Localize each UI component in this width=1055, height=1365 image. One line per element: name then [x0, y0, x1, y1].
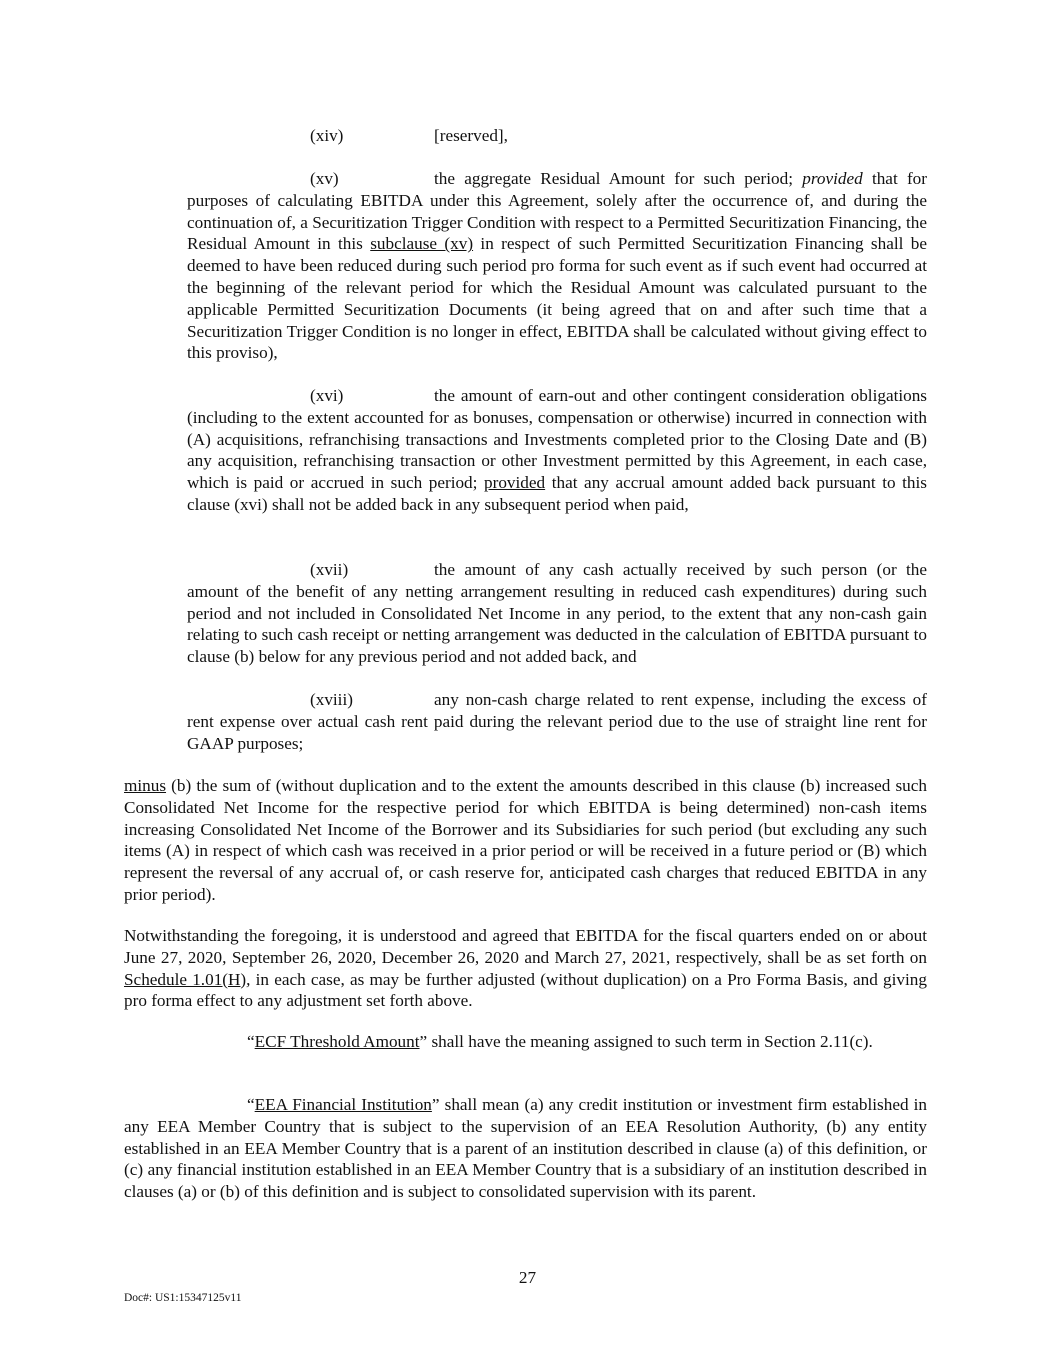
- close-quote: ”: [419, 1032, 428, 1051]
- clause-xvi: [187, 385, 927, 516]
- defined-term: EEA Financial Institution: [254, 1095, 432, 1114]
- open-quote: “: [247, 1032, 255, 1051]
- clause-text: the amount of any cash actually received by such person (or the amount of the benefit of any netting arrangement resulting in reduced cash expenditures) during such period and not included in Consolidated Net Income in any period, to the extent that any non-cash gain relating to such cash receipt or netting arrangement was deducted in the calculation of EBITDA pursuant to clause (b) below for any previous period and not added back, and: [187, 560, 927, 667]
- subclause-reference: subclause (xv): [370, 234, 474, 254]
- clause-text: any non-cash charge related to rent expense, including the excess of rent expense over actual cash rent paid during the relevant period due to the use of straight line rent for GAAP purposes;: [187, 690, 927, 753]
- definition-text: shall mean (a) any credit institution or investment firm established in any EEA Member Country that is subject to the supervision of an EEA Resolution Authority, (b) any entity established in an EEA Member Country that is a parent of an institution described in clause (a) of this definition, or (c) any financial institution established in an EEA Member Country that is a subsidiary of an institution described in clauses (a) or (b) of this definition and is subject to consolidated supervision with its parent.: [124, 1095, 927, 1202]
- clause-number: (xiv): [310, 126, 344, 145]
- clause-text: [reserved],: [434, 126, 508, 145]
- clause-text: in respect of such Permitted Securitization Financing shall be deemed to have been reduced during such period pro forma for such event as if such event had occurred at the beginning of the relevant period for which the Residual Amount was calculated pursuant to the applicable Permitted Securitization Documents (it being agreed that on and after such time that a Securitization Trigger Condition is no longer in effect, EBITDA shall be calculated without giving effect to this proviso),: [187, 234, 927, 363]
- notwithstanding-paragraph: [124, 925, 927, 1012]
- clause-xiv: [187, 125, 927, 147]
- definition-text: shall have the meaning assigned to such term in Section 2.11(c).: [427, 1032, 873, 1051]
- clause-text: the aggregate Residual Amount for such period;: [434, 169, 803, 188]
- paragraph-text: , in each case, as may be further adjusted (without duplication) on a Pro Forma Basis, and giving pro forma effect to any adjustment set forth above.: [124, 969, 927, 1011]
- clause-number: (xvii): [310, 560, 349, 579]
- clause-number: (xvi): [310, 386, 344, 405]
- schedule-reference: Schedule 1.01(H): [124, 969, 247, 989]
- paragraph-text: (b) the sum of (without duplication and to the extent the amounts described in this clause (b) increased such Consolidated Net Income for the respective period for which EBITDA is being determined) non-cash items increasing Consolidated Net Income of the Borrower and its Subsidiaries for such period (but excluding any such items (A) in respect of which cash was received in a prior period or will be received in a future period or (B) which represent the reversal of any accrual of, or cash reserve for, anticipated cash charges that reduced EBITDA in any prior period).: [124, 776, 927, 904]
- clause-xvii: [187, 559, 927, 668]
- clause-number: (xviii): [310, 690, 353, 709]
- clause-number: (xv): [310, 169, 339, 188]
- open-quote: “: [247, 1095, 255, 1114]
- provided-term: provided: [802, 169, 863, 188]
- clause-text: that any accrual amount added back pursuant to this clause (xvi) shall not be added back in any subsequent period when paid,: [187, 473, 927, 514]
- defined-term: ECF Threshold Amount: [254, 1032, 420, 1051]
- clause-xviii: [187, 689, 927, 754]
- page-number: 27: [518, 1268, 537, 1287]
- clause-xv: [187, 168, 927, 364]
- eea-financial-institution-definition: [124, 1094, 927, 1203]
- paragraph-text: Notwithstanding the foregoing, it is understood and agreed that EBITDA for the fiscal quarters ended on or about June 27, 2020, September 26, 2020, December 26, 2020 and March 27, 2021, respectively, shall be as set forth on: [124, 926, 927, 967]
- clause-text: that for purposes of calculating EBITDA under this Agreement, solely after the occurrence of, and during the continuation of, a Securitization Trigger Condition with respect to a Permitted Securitization Financing, the Residual Amount in this: [187, 169, 927, 254]
- close-quote: ”: [431, 1095, 440, 1114]
- minus-paragraph: [124, 775, 927, 906]
- document-id: Doc#: US1:15347125v11: [124, 1292, 242, 1304]
- provided-term: provided: [484, 473, 546, 493]
- ecf-threshold-definition: [124, 1031, 927, 1053]
- clause-text: the amount of earn-out and other contingent consideration obligations (including to the extent accounted for as bonuses, compensation or otherwise) incurred in connection with (A) acquisitions, refranchising transactions and Investments completed prior to the Closing Date and (B) any acquisition, refranchising transaction or other Investment permitted by this Agreement, in each case, which is paid or accrued in such period;: [187, 386, 927, 493]
- minus-term: minus: [124, 776, 167, 795]
